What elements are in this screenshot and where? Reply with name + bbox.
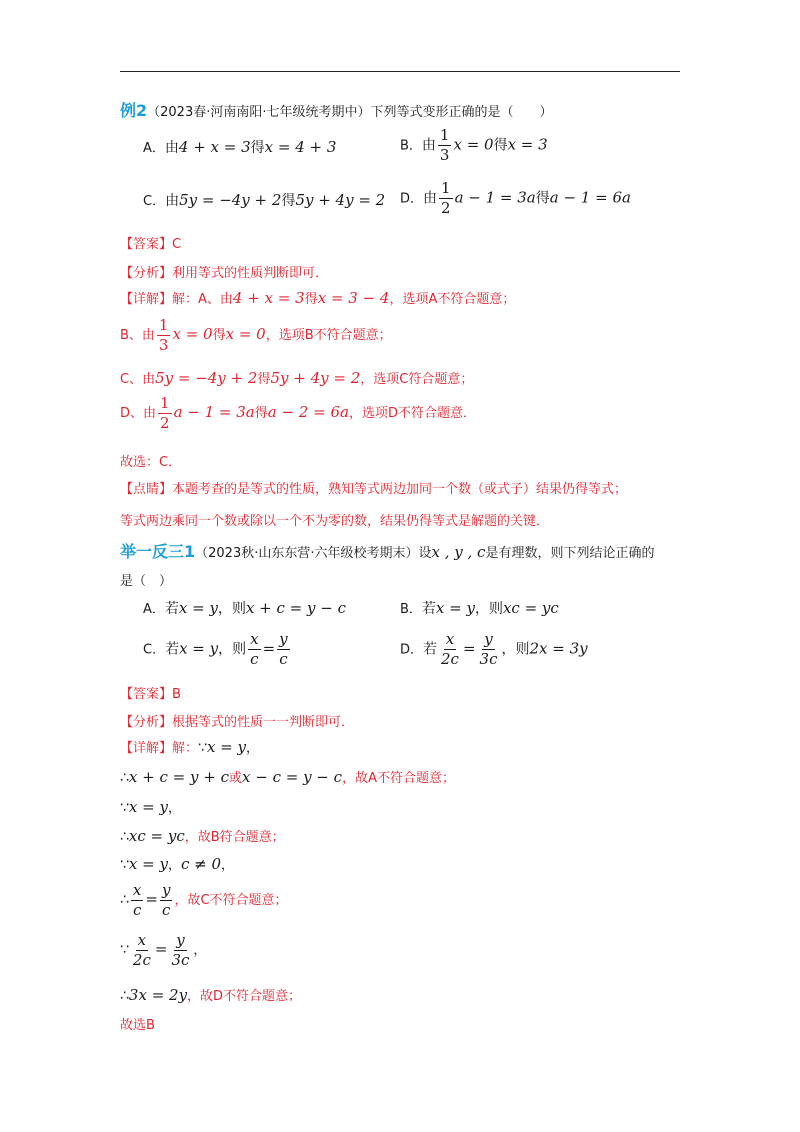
therefore-symbol: ∴ xyxy=(120,988,129,1004)
point-line-2: 等式两边乘同一个数或除以一个不为零的数，结果仍得等式是解题的关键． xyxy=(120,514,550,529)
point-line-1: 【点睛】本题考查的是等式的性质，熟知等式两边加同一个数（或式子）结果仍得等式； xyxy=(120,482,628,497)
option-c: C．由5y = −4y + 2得5y + 4y = 2 xyxy=(143,191,386,209)
fraction: $\frac{1}{2}$ xyxy=(441,179,451,217)
practice-detail-5: ∵x = y，c ≠ 0， xyxy=(120,855,235,873)
practice-option-b: B．若x = y，则xc = yc xyxy=(400,599,559,617)
practice-option-c: C．若x = y，则 $\frac{x}{c}$ = $\frac{y}{c}$ xyxy=(143,630,288,668)
example-source: （2023春·河南南阳·七年级统考期中）下列等式变形正确的是（ ） xyxy=(147,105,553,120)
practice-detail-7: ∵ $\frac{x}{2c}$ = $\frac{y}{3c}$ ， xyxy=(120,931,207,969)
option-b: B．由 $\frac{1}{3}$ x = 0得x = 3 xyxy=(400,126,548,164)
therefore-symbol: ∴ xyxy=(120,892,129,908)
because-symbol: ∵ xyxy=(120,800,129,816)
practice-option-a: A．若x = y，则x + c = y − c xyxy=(143,599,347,617)
practice-choose: 故选B xyxy=(120,1018,155,1033)
fraction: $\frac{1}{3}$ xyxy=(439,126,450,164)
example-2-heading xyxy=(120,98,553,121)
practice-option-d: D．若 $\frac{x}{2c}$ = $\frac{y}{3c}$ ，则2x = 3y xyxy=(400,630,588,668)
practice-label: 举一反三1 xyxy=(120,542,196,561)
because-symbol: ∵ xyxy=(120,942,129,958)
practice-detail-2: ∴x + c = y + c或x − c = y − c，故A不符合题意； xyxy=(120,768,455,786)
practice-question-line-2: 是（ ） xyxy=(120,574,173,589)
option-a: A．由4 + x = 3得x = 4 + 3 xyxy=(143,138,337,156)
answer: 【答案】C xyxy=(120,237,182,252)
because-symbol: ∵ xyxy=(198,740,207,756)
practice-detail-1: 【详解】解：∵x = y， xyxy=(120,738,259,756)
therefore-symbol: ∴ xyxy=(120,770,129,786)
detail-line-c: C、由5y = −4y + 2得5y + 4y = 2，选项C符合题意； xyxy=(120,369,474,387)
analysis: 【分析】利用等式的性质判断即可． xyxy=(120,266,329,281)
detail-line-d: D、由 $\frac{1}{2}$ a − 1 = 3a得a − 2 = 6a，选项D不符合题意． xyxy=(120,394,476,432)
detail-line-a: 【详解】解：A、由4 + x = 3得x = 3 − 4，选项A不符合题意； xyxy=(120,289,516,307)
practice-detail-8: ∴3x = 2y，故D不符合题意； xyxy=(120,986,302,1004)
fraction: $\frac{x}{2c}$ xyxy=(132,931,151,969)
header-rule xyxy=(120,71,680,72)
practice-1-heading: 举一反三1（2023秋·山东东营·六年级校考期末）设x , y , c是有理数，则下列结论正确的 xyxy=(120,542,655,561)
because-symbol: ∵ xyxy=(120,857,129,873)
practice-detail-4: ∴xc = yc，故B符合题意； xyxy=(120,827,285,845)
fraction: $\frac{x}{c}$ xyxy=(132,881,142,919)
practice-analysis: 【分析】根据等式的性质一一判断即可． xyxy=(120,715,355,730)
fraction: $\frac{y}{3c}$ xyxy=(171,931,190,969)
fraction: $\frac{y}{3c}$ xyxy=(479,630,498,668)
fraction: $\frac{1}{2}$ xyxy=(160,394,170,432)
practice-detail-6: ∴ $\frac{x}{c}$ = $\frac{y}{c}$ ，故C不符合题意； xyxy=(120,881,288,919)
fraction: $\frac{x}{c}$ xyxy=(250,630,259,668)
example-label: 例2 xyxy=(120,101,148,120)
fraction: $\frac{y}{c}$ xyxy=(279,630,288,668)
fraction: $\frac{1}{3}$ xyxy=(158,316,169,354)
choose: 故选：C． xyxy=(120,455,182,470)
fraction: $\frac{x}{2c}$ xyxy=(441,630,459,668)
practice-detail-3: ∵x = y， xyxy=(120,798,181,816)
option-d: D．由 $\frac{1}{2}$ a − 1 = 3a得a − 1 = 6a xyxy=(400,179,631,217)
fraction: $\frac{y}{c}$ xyxy=(161,881,171,919)
practice-answer: 【答案】B xyxy=(120,687,181,702)
therefore-symbol: ∴ xyxy=(120,829,129,845)
detail-line-b: B、由 $\frac{1}{3}$ x = 0得x = 0，选项B不符合题意； xyxy=(120,316,392,354)
